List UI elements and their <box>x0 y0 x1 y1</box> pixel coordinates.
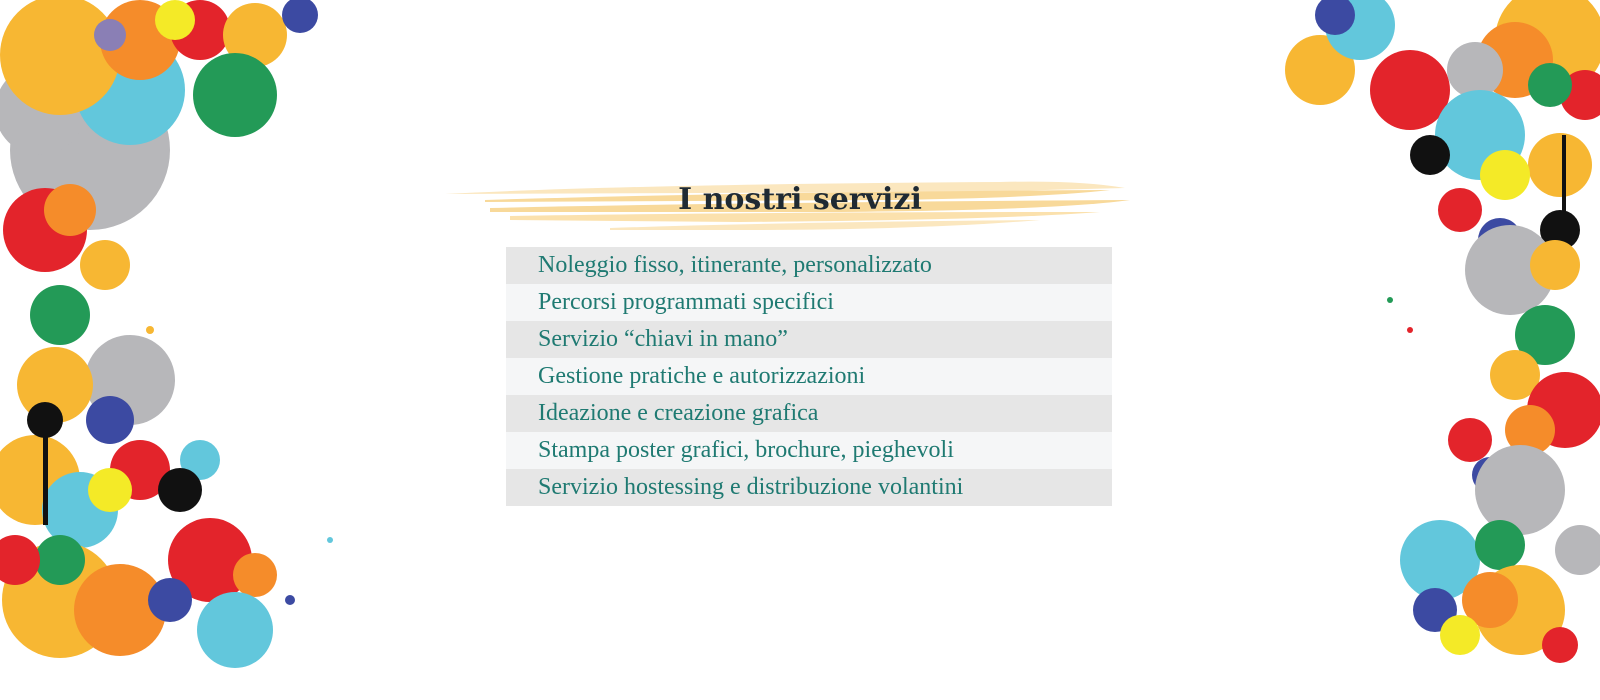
service-item: Gestione pratiche e autorizzazioni <box>506 358 1112 395</box>
services-panel <box>440 170 1160 500</box>
service-item: Stampa poster grafici, brochure, pieghevoli <box>506 432 1112 469</box>
paint-splatter-left <box>0 0 380 700</box>
paint-splatter-right <box>1260 0 1600 700</box>
paint-splatter-left-graphic <box>0 0 380 700</box>
page-title: I nostri servizi <box>678 182 922 217</box>
service-item: Servizio hostessing e distribuzione volantini <box>506 469 1112 506</box>
paint-splatter-right-graphic <box>1260 0 1600 700</box>
service-item: Percorsi programmati specifici <box>506 284 1112 321</box>
service-item: Servizio “chiavi in mano” <box>506 321 1112 358</box>
service-item: Ideazione e creazione grafica <box>506 395 1112 432</box>
services-list <box>506 247 1112 506</box>
services-header <box>440 170 1160 238</box>
service-item: Noleggio fisso, itinerante, personalizzato <box>506 247 1112 284</box>
